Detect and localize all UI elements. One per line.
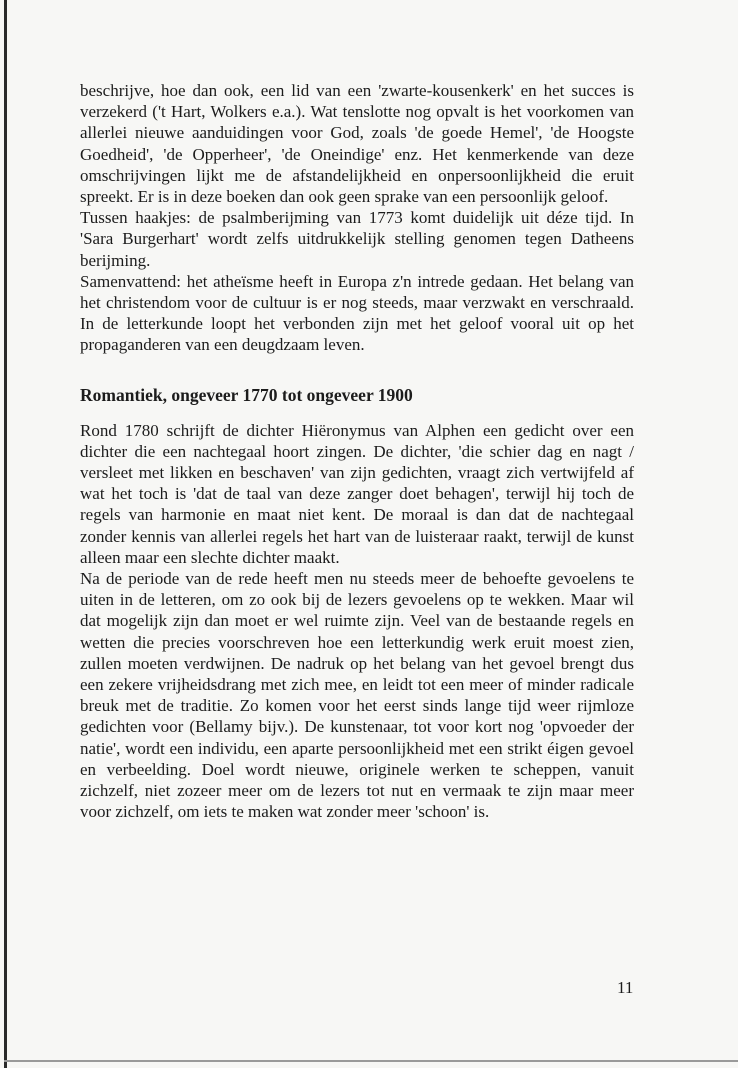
paragraph: Samenvattend: het atheïsme heeft in Europa z'n intrede gedaan. Het belang van het christendom voor de cultuur is er nog steeds, maar verzwakt en verschraald. In de letterkunde loopt het verbonden zijn met het geloof vooral uit op het propaganderen van een deugdzaam leven. <box>80 271 634 355</box>
left-margin-line <box>4 0 7 1068</box>
paragraph: Rond 1780 schrijft de dichter Hiëronymus van Alphen een gedicht over een dichter die een nachtegaal hoort zingen. De dichter, 'die schier dag en nagt / versleet met likken en beschaven' van zijn gedichten, vraagt zich vertwijfeld af wat het toch is 'dat de taal van deze zanger doet behagen', terwijl hij toch de regels van harmonie en maat niet kent. De moraal is dan dat de nachtegaal zonder kennis van allerlei regels het hart van de luisteraar raakt, terwijl de kunst alleen maar een slechte dichter maakt. <box>80 420 634 567</box>
page-body <box>80 80 634 823</box>
page-number: 11 <box>617 978 634 997</box>
paragraph: Tussen haakjes: de psalmberijming van 1773 komt duidelijk uit déze tijd. In 'Sara Burgerhart' wordt zelfs uitdrukkelijk stelling genomen tegen Datheens berijming. <box>80 208 634 270</box>
paragraph: Na de periode van de rede heeft men nu steeds meer de behoefte gevoelens te uiten in de letteren, om zo ook bij de lezers gevoelens op te wekken. Maar wil dat mogelijk zijn dan moet er wel ruimte zijn. Veel van de bestaande regels en wetten die precies voorschreven hoe een letterkundig werk eruit moest zien, zullen moeten verdwijnen. De nadruk op het belang van het gevoel brengt dus een zekere vrijheidsdrang met zich mee, en leidt tot een meer of minder radicale breuk met de traditie. Zo komen voor het eerst sinds lange tijd weer rijmloze gedichten voor (Bellamy bijv.). De kunstenaar, tot voor kort nog 'opvoeder der natie', wordt een individu, een aparte persoonlijkheid met een strikt éigen gevoel en verbeelding. Doel wordt nieuwe, originele werken te scheppen, vanuit zichzelf, niet zozeer meer om de lezers tot nut en vermaak te zijn maar meer voor zichzelf, om iets te maken wat zonder meer 'schoon' is. <box>80 569 634 822</box>
section-heading: Romantiek, ongeveer 1770 tot ongeveer 1900 <box>80 384 413 405</box>
paragraph: beschrijve, hoe dan ook, een lid van een 'zwarte-kousenkerk' en het succes is verzekerd ('t Hart, Wolkers e.a.). Wat tenslotte nog opvalt is het voorkomen van allerlei nieuwe aanduidingen voor God, zoals 'de goede Hemel', 'de Hoogste Goedheid', 'de Opperheer', 'de Oneindige' enz. Het kenmerkende van deze omschrijvingen lijkt me de afstandelijkheid en onpersoonlijkheid die eruit spreekt. Er is in deze boeken dan ook geen sprake van een persoonlijk geloof. <box>80 81 634 207</box>
bottom-margin-line <box>4 1060 738 1062</box>
